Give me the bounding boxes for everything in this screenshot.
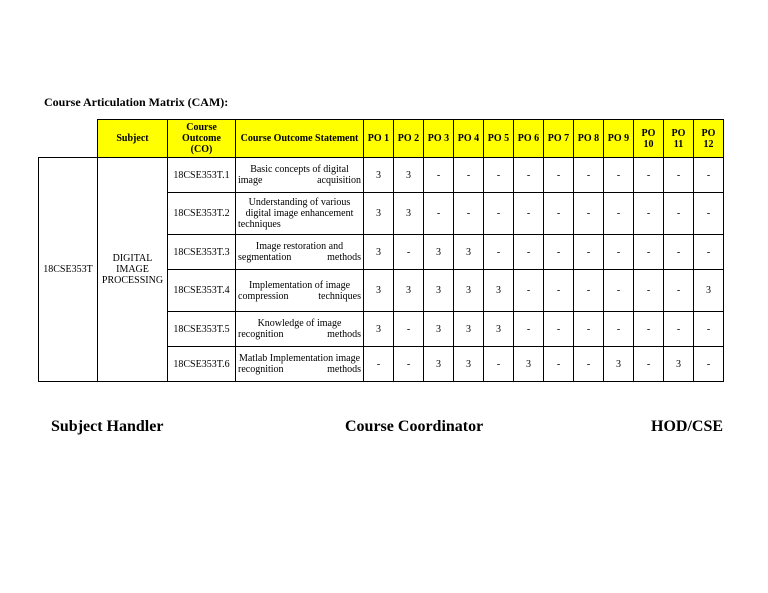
co-code-cell: 18CSE353T.3 bbox=[168, 235, 236, 270]
header-po: PO 10 bbox=[634, 120, 664, 158]
po-value-cell: - bbox=[514, 312, 544, 347]
po-value-cell: - bbox=[364, 347, 394, 382]
co-statement-cell: Matlab Implementation image recognition methods bbox=[236, 347, 364, 382]
header-po: PO 3 bbox=[424, 120, 454, 158]
po-value-cell: - bbox=[664, 235, 694, 270]
co-statement-cell: Image restoration and segmentation methods bbox=[236, 235, 364, 270]
po-value-cell: - bbox=[634, 347, 664, 382]
header-po: PO 8 bbox=[574, 120, 604, 158]
co-code-cell: 18CSE353T.6 bbox=[168, 347, 236, 382]
subject-name-cell: DIGITAL IMAGE PROCESSING bbox=[98, 158, 168, 382]
po-value-cell: - bbox=[604, 312, 634, 347]
co-code-cell: 18CSE353T.4 bbox=[168, 270, 236, 312]
po-value-cell: - bbox=[514, 193, 544, 235]
po-value-cell: - bbox=[574, 235, 604, 270]
header-subject: Subject bbox=[98, 120, 168, 158]
po-value-cell: - bbox=[694, 158, 724, 193]
header-po: PO 9 bbox=[604, 120, 634, 158]
po-value-cell: 3 bbox=[424, 312, 454, 347]
po-value-cell: - bbox=[694, 193, 724, 235]
header-po: PO 5 bbox=[484, 120, 514, 158]
header-blank-cell bbox=[39, 120, 98, 158]
po-value-cell: 3 bbox=[424, 270, 454, 312]
table-row bbox=[39, 158, 724, 193]
po-value-cell: 3 bbox=[424, 347, 454, 382]
po-value-cell: - bbox=[484, 235, 514, 270]
po-value-cell: 3 bbox=[424, 235, 454, 270]
po-value-cell: - bbox=[454, 158, 484, 193]
po-value-cell: 3 bbox=[694, 270, 724, 312]
header-po: PO 1 bbox=[364, 120, 394, 158]
po-value-cell: - bbox=[394, 347, 424, 382]
po-value-cell: - bbox=[604, 270, 634, 312]
co-code-cell: 18CSE353T.2 bbox=[168, 193, 236, 235]
po-value-cell: - bbox=[604, 158, 634, 193]
po-value-cell: - bbox=[484, 347, 514, 382]
signature-subject-handler: Subject Handler bbox=[51, 418, 164, 435]
po-value-cell: 3 bbox=[364, 158, 394, 193]
po-value-cell: 3 bbox=[364, 312, 394, 347]
po-value-cell: - bbox=[424, 158, 454, 193]
po-value-cell: 3 bbox=[364, 270, 394, 312]
po-value-cell: - bbox=[574, 158, 604, 193]
po-value-cell: - bbox=[544, 270, 574, 312]
po-value-cell: 3 bbox=[394, 193, 424, 235]
po-value-cell: - bbox=[634, 193, 664, 235]
po-value-cell: - bbox=[484, 158, 514, 193]
po-value-cell: - bbox=[634, 312, 664, 347]
page-title: Course Articulation Matrix (CAM): bbox=[44, 95, 229, 109]
po-value-cell: - bbox=[424, 193, 454, 235]
po-value-cell: - bbox=[394, 312, 424, 347]
po-value-cell: - bbox=[544, 347, 574, 382]
po-value-cell: - bbox=[694, 235, 724, 270]
course-code-cell: 18CSE353T bbox=[39, 158, 98, 382]
co-statement-cell: Knowledge of image recognition methods bbox=[236, 312, 364, 347]
po-value-cell: 3 bbox=[664, 347, 694, 382]
course-articulation-matrix bbox=[38, 119, 724, 382]
co-statement-cell: Implementation of image compression techniques bbox=[236, 270, 364, 312]
po-value-cell: - bbox=[514, 235, 544, 270]
po-value-cell: 3 bbox=[514, 347, 544, 382]
po-value-cell: 3 bbox=[394, 270, 424, 312]
signature-course-coordinator: Course Coordinator bbox=[345, 418, 484, 435]
header-course-outcome: Course Outcome (CO) bbox=[168, 120, 236, 158]
header-statement: Course Outcome Statement bbox=[236, 120, 364, 158]
po-value-cell: 3 bbox=[454, 347, 484, 382]
po-value-cell: - bbox=[544, 312, 574, 347]
header-po: PO 4 bbox=[454, 120, 484, 158]
header-po: PO 7 bbox=[544, 120, 574, 158]
co-code-cell: 18CSE353T.1 bbox=[168, 158, 236, 193]
po-value-cell: 3 bbox=[454, 270, 484, 312]
po-value-cell: - bbox=[454, 193, 484, 235]
po-value-cell: 3 bbox=[604, 347, 634, 382]
po-value-cell: 3 bbox=[454, 235, 484, 270]
header-row bbox=[39, 120, 724, 158]
po-value-cell: - bbox=[514, 270, 544, 312]
po-value-cell: - bbox=[574, 347, 604, 382]
co-statement-cell: Understanding of various digital image enhancement techniques bbox=[236, 193, 364, 235]
po-value-cell: - bbox=[664, 158, 694, 193]
po-value-cell: - bbox=[574, 270, 604, 312]
po-value-cell: - bbox=[544, 193, 574, 235]
header-po: PO 2 bbox=[394, 120, 424, 158]
po-value-cell: - bbox=[544, 235, 574, 270]
po-value-cell: - bbox=[694, 347, 724, 382]
po-value-cell: 3 bbox=[394, 158, 424, 193]
po-value-cell: - bbox=[664, 193, 694, 235]
po-value-cell: - bbox=[514, 158, 544, 193]
header-po: PO 6 bbox=[514, 120, 544, 158]
po-value-cell: - bbox=[484, 193, 514, 235]
po-value-cell: 3 bbox=[364, 235, 394, 270]
po-value-cell: - bbox=[574, 312, 604, 347]
co-code-cell: 18CSE353T.5 bbox=[168, 312, 236, 347]
po-value-cell: 3 bbox=[364, 193, 394, 235]
po-value-cell: - bbox=[634, 158, 664, 193]
po-value-cell: - bbox=[664, 312, 694, 347]
po-value-cell: 3 bbox=[484, 270, 514, 312]
po-value-cell: - bbox=[604, 193, 634, 235]
po-value-cell: - bbox=[634, 235, 664, 270]
po-value-cell: - bbox=[604, 235, 634, 270]
po-value-cell: - bbox=[694, 312, 724, 347]
po-value-cell: - bbox=[394, 235, 424, 270]
po-value-cell: - bbox=[544, 158, 574, 193]
co-statement-cell: Basic concepts of digital image acquisition bbox=[236, 158, 364, 193]
signature-hod: HOD/CSE bbox=[651, 418, 724, 435]
po-value-cell: 3 bbox=[454, 312, 484, 347]
po-value-cell: - bbox=[634, 270, 664, 312]
po-value-cell: - bbox=[664, 270, 694, 312]
header-po: PO 11 bbox=[664, 120, 694, 158]
po-value-cell: 3 bbox=[484, 312, 514, 347]
po-value-cell: - bbox=[574, 193, 604, 235]
header-po: PO 12 bbox=[694, 120, 724, 158]
